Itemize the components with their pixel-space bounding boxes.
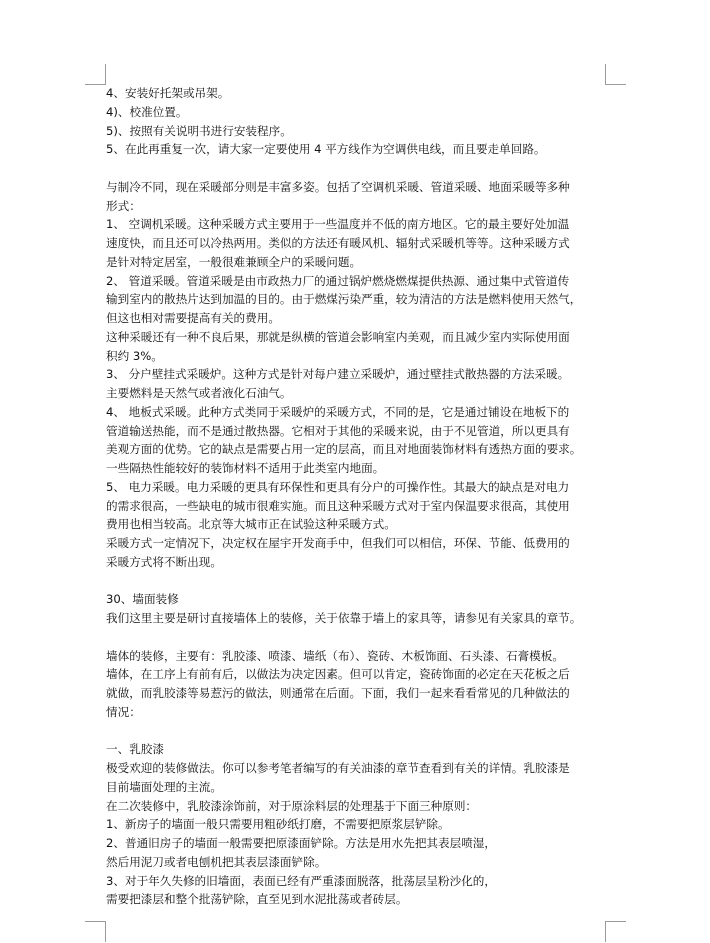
blank-line (106, 722, 609, 741)
crop-mark-top-right (605, 64, 626, 85)
text-line: 极受欢迎的装修做法。你可以参考笔者编写的有关油漆的章节查看到有关的详情。乳胶漆是 (106, 761, 570, 775)
text-line: 主要燃料是天然气或者液化石油气。 (106, 386, 292, 400)
blank-line (106, 159, 609, 178)
text-line: 与制冷不同，现在采暖部分则是丰富多姿。包括了空调机采暖、管道采暖、地面采暖等多种 (106, 179, 570, 194)
text-line: 5、 电力采暖。电力采暖的更具有环保性和更具有分户的可操作性。其最大的缺点是对电力 (106, 479, 570, 494)
blank-line (106, 572, 609, 591)
text-line: 情况： (106, 704, 141, 719)
crop-mark-bottom-left (85, 921, 106, 942)
text-line: 目前墙面处理的主流。 (106, 779, 222, 794)
text-line: 4、 地板式采暖。此种方式类同于采暖炉的采暖方式，不同的是，它是通过铺设在地板下的 (106, 404, 570, 419)
text-line: 然后用泥刀或者电刨机把其表层漆面铲除。 (106, 854, 327, 869)
text-line: 采暖方式一定情况下，决定权在屋宇开发商手中，但我们可以相信，环保、节能、低费用的 (106, 536, 570, 550)
crop-mark-bottom-right (605, 921, 626, 942)
document-body (106, 84, 609, 909)
text-line: 30、墙面装修 (106, 592, 179, 607)
text-line: 是针对特定居室，一般很难兼顾全户的采暖问题。 (106, 254, 362, 269)
text-line: 3、 分户壁挂式采暖炉。这种方式是针对每户建立采暖炉，通过壁挂式散热器的方法采暖。 (106, 367, 570, 382)
text-line: 一些隔热性能较好的装饰材料不适用于此类室内地面。 (106, 461, 385, 475)
text-line: 4)、校准位置。 (106, 104, 188, 119)
text-line: 就做，而乳胶漆等易惹污的做法，则通常在后面。下面，我们一起来看看常见的几种做法的 (106, 686, 570, 700)
text-line: 2、 管道采暖。管道采暖是由市政热力厂的通过锅炉燃烧燃煤提供热源、通过集中式管道传 (106, 273, 570, 288)
blank-line (106, 628, 609, 647)
text-line: 一、乳胶漆 (106, 742, 164, 757)
text-line: 管道输送热能，而不是通过散热器。它相对于其他的采暖来说，由于不见管道，所以更具有 (106, 423, 570, 438)
text-line: 费用也相当较高。北京等大城市正在试验这种采暖方式。 (106, 517, 396, 532)
text-line: 这种采暖还有一种不良后果，那就是纵横的管道会影响室内美观，而且减少室内实际使用面 (106, 329, 570, 344)
text-line: 我们这里主要是研讨直接墙体上的装修，关于依靠于墙上的家具等，请参见有关家具的章节。 (106, 611, 582, 625)
text-line: 1、新房子的墙面一般只需要用粗砂纸打磨，不需要把原浆层铲除。 (106, 817, 450, 832)
text-line: 需要把漆层和整个批荡铲除，直至见到水泥批荡或者砖层。 (106, 892, 408, 907)
text-line: 采暖方式将不断出现。 (106, 554, 222, 569)
crop-mark-top-left (85, 64, 106, 85)
text-line: 形式： (106, 198, 141, 213)
text-line: 墙体的装修，主要有：乳胶漆、喷漆、墙纸（布）、瓷砖、木板饰面、石头漆、石膏模板。 (106, 648, 564, 663)
text-line: 4、安装好托架或吊架。 (106, 86, 230, 100)
text-line: 的需求很高，一些缺电的城市很难实施。而且这种采暖方式对于室内保温要求很高，其使用 (106, 498, 570, 513)
text-line: 输到室内的散热片达到加温的目的。由于燃煤污染严重，较为清洁的方法是燃料使用天然气， (106, 292, 582, 307)
text-line: 5、在此再重复一次，请大家一定要使用 4 平方线作为空调供电线，而且要走单回路。 (106, 142, 546, 157)
text-line: 美观方面的优势。它的缺点是需要占用一定的层高，而且对地面装饰材料有透热方面的要求。 (106, 442, 582, 457)
text-line: 在二次装修中，乳胶漆涂饰前，对于原涂料层的处理基于下面三种原则： (106, 798, 478, 813)
text-line: 积约 3%。 (106, 348, 163, 363)
text-line: 3、对于年久失修的旧墙面，表面已经有严重漆面脱落，批荡层呈粉沙化的， (106, 873, 496, 888)
text-line: 速度快，而且还可以冷热两用。类似的方法还有暖风机、辐射式采暖机等等。这种采暖方式 (106, 236, 570, 250)
text-line: 2、普通旧房子的墙面一般需要把原漆面铲除。方法是用水先把其表层喷湿， (106, 836, 496, 850)
text-line: 5)、按照有关说明书进行安装程序。 (106, 123, 292, 138)
text-line: 但这也相对需要提高有关的费用。 (106, 311, 280, 325)
text-line: 1、 空调机采暖。这种采暖方式主要用于一些温度并不低的南方地区。它的最主要好处加温 (106, 217, 570, 232)
text-line: 墙体，在工序上有前有后，以做法为决定因素。但可以肯定，瓷砖饰面的必定在天花板之后 (106, 667, 570, 682)
